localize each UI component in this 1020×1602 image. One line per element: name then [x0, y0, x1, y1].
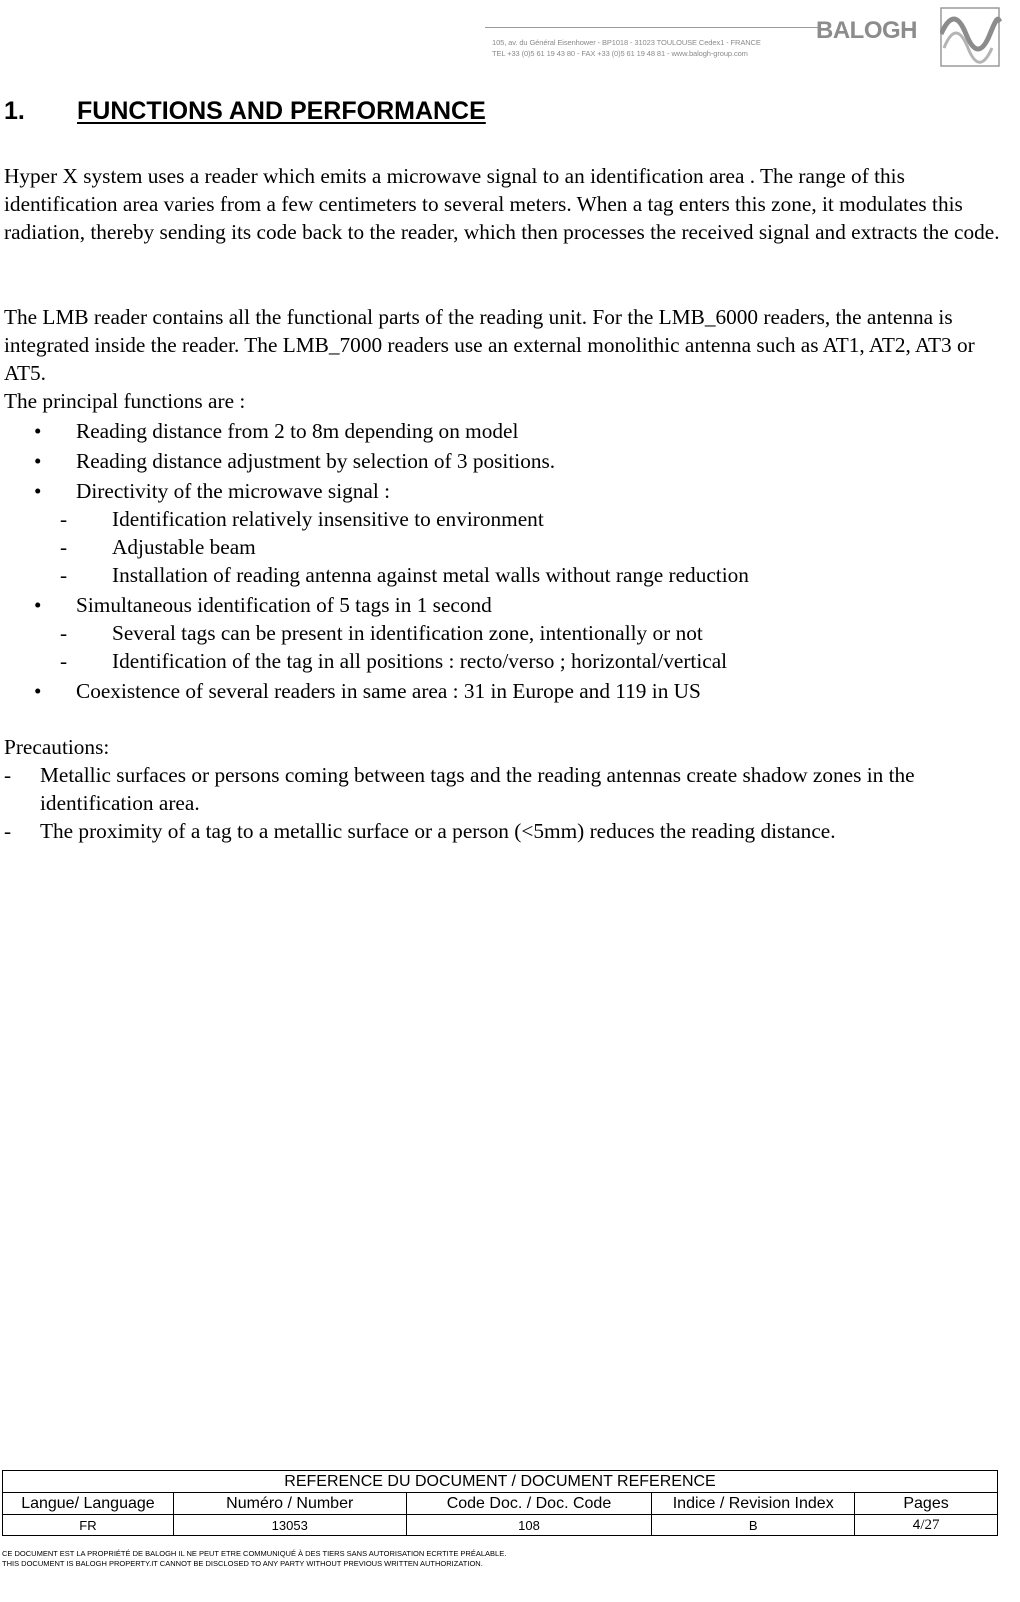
sub-list-item [60, 533, 256, 561]
section-title: FUNCTIONS AND PERFORMANCE [77, 97, 486, 125]
disclaimer-en: THIS DOCUMENT IS BALOGH PROPERTY.IT CANNOT BE DISCLOSED TO ANY PARTY WITHOUT PREVIOUS WRITTEN AUTHORIZATION. [2, 1559, 483, 1568]
intro-paragraph: Hyper X system uses a reader which emits a microwave signal to an identification area . The range of this identification area varies from a few centimeters to several meters. When a tag enters this zone, it modulates this radiation, thereby sending its code back to the reader, which then processes the received signal and extracts the code. [4, 164, 1000, 244]
dash-icon: - [60, 507, 68, 531]
list-item-text: Directivity of the microwave signal : [76, 479, 391, 503]
dash-icon: - [4, 819, 12, 843]
column-header: Pages [855, 1493, 998, 1515]
column-header: Numéro / Number [173, 1493, 406, 1515]
functions-intro: The principal functions are : [4, 389, 246, 413]
list-item [34, 417, 518, 445]
dash-icon: - [60, 621, 68, 645]
bullet-icon: • [34, 419, 42, 443]
section-heading [4, 97, 486, 126]
company-contact: TEL +33 (0)5 61 19 43 80 - FAX +33 (0)5 61 19 48 81 - www.balogh-group.com [492, 49, 748, 58]
language-value: FR [3, 1515, 174, 1536]
logo-text: BALOGH [816, 17, 917, 44]
bullet-icon: • [34, 479, 42, 503]
header-rule [485, 27, 820, 28]
revision-value: B [652, 1515, 855, 1536]
sub-list-item-text: Identification relatively insensitive to environment [112, 507, 544, 531]
list-item-text: Reading distance adjustment by selection of 3 positions. [76, 449, 556, 473]
page-total: /27 [920, 1517, 940, 1533]
column-header: Langue/ Language [3, 1493, 174, 1515]
number-value: 13053 [173, 1515, 406, 1536]
document-reference-table [2, 1470, 998, 1536]
list-item-text: Reading distance from 2 to 8m depending on model [76, 419, 519, 443]
list-item [34, 591, 492, 619]
dash-icon: - [60, 535, 68, 559]
disclaimer-fr: CE DOCUMENT EST LA PROPRIÉTÉ DE BALOGH IL NE PEUT ETRE COMMUNIQUÉ À DES TIERS SANS AUTORISATION ECRTITE PRÉALABLE. [2, 1549, 507, 1558]
list-item [34, 677, 701, 705]
list-item-text: Coexistence of several readers in same area : 31 in Europe and 119 in US [76, 679, 701, 703]
reader-paragraph: The LMB reader contains all the functional parts of the reading unit. For the LMB_6000 readers, the antenna is integrated inside the reader. The LMB_7000 readers use an external monolithic antenna such as AT1, AT2, AT3 or AT5. [4, 305, 975, 385]
precautions-title: Precautions: [4, 735, 110, 759]
dash-icon: - [4, 763, 12, 787]
doc-code-value: 108 [406, 1515, 652, 1536]
bullet-icon: • [34, 679, 42, 703]
sub-list-item-text: Identification of the tag in all positions : recto/verso ; horizontal/vertical [112, 649, 728, 673]
sub-list-item [60, 505, 544, 533]
sub-list-item-text: Installation of reading antenna against metal walls without range reduction [112, 563, 749, 587]
sub-list-item [60, 561, 749, 589]
list-item [34, 447, 555, 475]
sub-list-item-text: Several tags can be present in identification zone, intentionally or not [112, 621, 703, 645]
section-number: 1. [4, 97, 25, 125]
dash-icon: - [60, 649, 68, 673]
precaution-text: Metallic surfaces or persons coming between tags and the reading antennas create shadow zones in the identification area. [40, 763, 915, 815]
bullet-icon: • [34, 593, 42, 617]
list-item-text: Simultaneous identification of 5 tags in 1 second [76, 593, 492, 617]
column-header: Indice / Revision Index [652, 1493, 855, 1515]
pages-value [855, 1515, 998, 1536]
sub-list-item [60, 619, 703, 647]
page-number: 4 [912, 1516, 921, 1532]
precaution-text: The proximity of a tag to a metallic surface or a person (<5mm) reduces the reading distance. [40, 819, 836, 843]
column-header: Code Doc. / Doc. Code [406, 1493, 652, 1515]
company-address: 105, av. du Général Eisenhower - BP1018 - 31023 TOULOUSE Cedex1 - FRANCE [492, 38, 761, 47]
bullet-icon: • [34, 449, 42, 473]
list-item [34, 477, 390, 505]
reference-title: REFERENCE DU DOCUMENT / DOCUMENT REFERENCE [3, 1471, 998, 1493]
balogh-logo [812, 4, 1020, 70]
sub-list-item-text: Adjustable beam [112, 535, 256, 559]
dash-icon: - [60, 563, 68, 587]
sub-list-item [60, 647, 727, 675]
wave-logo-icon [940, 4, 1002, 68]
